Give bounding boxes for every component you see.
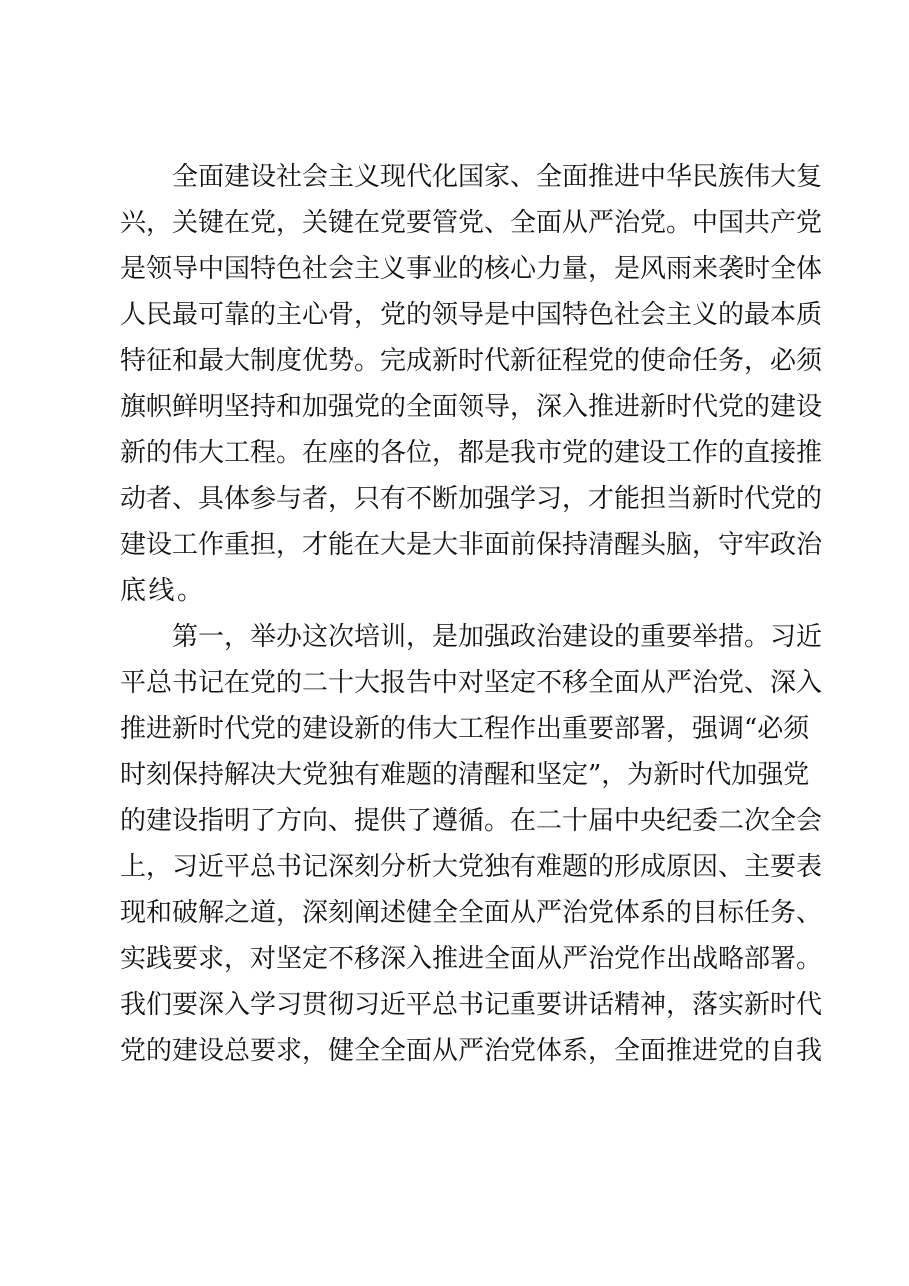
paragraph-2-line-3: 推进新时代党的建设新的伟大工程作出重要部署，强调“必须 — [120, 714, 810, 744]
paragraph-2-line-6: 上，习近平总书记深刻分析大党独有难题的形成原因、主要表 — [120, 852, 823, 882]
paragraph-1-line-10: 底线。 — [120, 576, 206, 606]
paragraph-1-line-2: 兴，关键在党，关键在党要管党、全面从严治党。中国共产党 — [120, 208, 823, 238]
paragraph-2-line-5: 的建设指明了方向、提供了遵循。在二十届中央纪委二次全会 — [120, 806, 823, 836]
paragraph-1-line-4: 人民最可靠的主心骨，党的领导是中国特色社会主义的最本质 — [120, 300, 823, 330]
paragraph-2-line-10: 党的建设总要求，健全全面从严治党体系，全面推进党的自我 — [120, 1036, 823, 1066]
paragraph-2-line-4: 时刻保持解决大党独有难题的清醒和坚定”，为新时代加强党 — [120, 760, 810, 790]
paragraph-1-line-9: 建设工作重担，才能在大是大非面前保持清醒头脑，守牢政治 — [120, 530, 823, 560]
paragraph-2-line-9: 我们要深入学习贯彻习近平总书记重要讲话精神，落实新时代 — [120, 990, 823, 1020]
paragraph-2-line-1: 第一，举办这次培训，是加强政治建设的重要举措。习近 — [172, 622, 823, 652]
paragraph-1-line-3: 是领导中国特色社会主义事业的核心力量，是风雨来袭时全体 — [120, 254, 823, 284]
paragraph-2-line-8: 实践要求，对坚定不移深入推进全面从严治党作出战略部署。 — [120, 944, 823, 974]
paragraph-1-line-1: 全面建设社会主义现代化国家、全面推进中华民族伟大复 — [172, 162, 823, 192]
paragraph-1-line-6: 旗帜鲜明坚持和加强党的全面领导，深入推进新时代党的建设 — [120, 392, 823, 422]
paragraph-1-line-7: 新的伟大工程。在座的各位，都是我市党的建设工作的直接推 — [120, 438, 823, 468]
paragraph-1-line-5: 特征和最大制度优势。完成新时代新征程党的使命任务，必须 — [120, 346, 823, 376]
paragraph-2-line-2: 平总书记在党的二十大报告中对坚定不移全面从严治党、深入 — [120, 668, 823, 698]
paragraph-2-line-7: 现和破解之道，深刻阐述健全全面从严治党体系的目标任务、 — [120, 898, 823, 928]
paragraph-1-line-8: 动者、具体参与者，只有不断加强学习，才能担当新时代党的 — [120, 484, 823, 514]
